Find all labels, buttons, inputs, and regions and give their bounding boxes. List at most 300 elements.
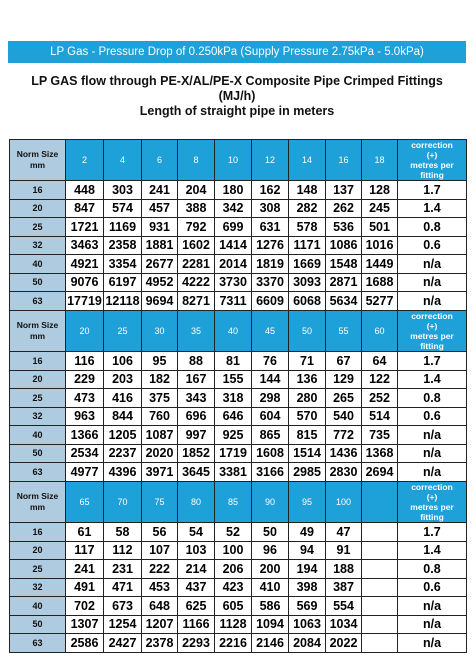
flow-value-cell: 792 [178, 218, 215, 237]
flow-value-cell: 1819 [252, 255, 289, 274]
correction-cell: n/a [398, 444, 467, 463]
flow-value-cell: 1307 [66, 615, 104, 634]
flow-value-cell: 569 [289, 597, 326, 616]
flow-value-cell: 3730 [215, 273, 252, 292]
flow-value-cell: 231 [104, 560, 142, 579]
flow-value-cell: 194 [289, 560, 326, 579]
flow-value-cell: 282 [289, 199, 326, 218]
flow-value-cell: 1721 [66, 218, 104, 237]
flow-value-cell: 203 [104, 370, 142, 389]
norm-size-header-text: mm [29, 160, 46, 170]
flow-value-cell: 554 [326, 597, 362, 616]
table-row [10, 389, 467, 408]
flow-value-cell: 1171 [289, 236, 326, 255]
length-header: 100 [326, 482, 362, 523]
flow-value-cell: 56 [142, 523, 178, 542]
flow-value-cell: 453 [142, 578, 178, 597]
flow-value-cell: 265 [326, 389, 362, 408]
flow-value-cell [362, 597, 398, 616]
flow-value-cell: 2020 [142, 444, 178, 463]
correction-header-text: correction [411, 482, 453, 492]
length-header: 95 [289, 482, 326, 523]
flow-value-cell: 94 [289, 541, 326, 560]
flow-value-cell: 96 [252, 541, 289, 560]
flow-value-cell: 3463 [66, 236, 104, 255]
flow-value-cell: 6609 [252, 292, 289, 311]
norm-size-header-text: Norm Size [16, 149, 59, 159]
flow-value-cell: 6068 [289, 292, 326, 311]
correction-header-text: fitting [420, 341, 444, 351]
flow-value-cell: 241 [142, 181, 178, 200]
flow-value-cell: 1669 [289, 255, 326, 274]
correction-cell: 1.4 [398, 541, 467, 560]
length-header: 6 [142, 140, 178, 181]
correction-header [398, 140, 467, 181]
length-header: 4 [104, 140, 142, 181]
flow-value-cell: 570 [289, 407, 326, 426]
flow-value-cell: 1366 [66, 426, 104, 445]
flow-value-cell: 4396 [104, 463, 142, 482]
length-header [362, 482, 398, 523]
flow-value-cell: 5634 [326, 292, 362, 311]
flow-value-cell: 2378 [142, 634, 178, 653]
flow-value-cell: 925 [215, 426, 252, 445]
flow-value-cell: 188 [326, 560, 362, 579]
length-header: 60 [362, 311, 398, 352]
flow-value-cell: 3370 [252, 273, 289, 292]
length-header: 45 [252, 311, 289, 352]
flow-value-cell: 1087 [142, 426, 178, 445]
table-row [10, 255, 467, 274]
flow-value-cell: 1254 [104, 615, 142, 634]
table-header-row [10, 311, 467, 352]
length-header: 50 [289, 311, 326, 352]
table-row [10, 541, 467, 560]
flow-value-cell: 129 [326, 370, 362, 389]
flow-value-cell: 2871 [326, 273, 362, 292]
flow-value-cell: 1128 [215, 615, 252, 634]
flow-value-cell: 540 [326, 407, 362, 426]
correction-header [398, 311, 467, 352]
flow-value-cell: 815 [289, 426, 326, 445]
flow-value-cell: 49 [289, 523, 326, 542]
flow-value-cell: 117 [66, 541, 104, 560]
flow-value-cell: 137 [326, 181, 362, 200]
length-header: 40 [215, 311, 252, 352]
correction-cell: 1.4 [398, 370, 467, 389]
flow-value-cell: 144 [252, 370, 289, 389]
flow-value-cell: 2586 [66, 634, 104, 653]
flow-value-cell: 448 [66, 181, 104, 200]
table-row [10, 236, 467, 255]
flow-value-cell: 1514 [289, 444, 326, 463]
norm-size-header-text: Norm Size [16, 491, 59, 501]
length-header: 16 [326, 140, 362, 181]
norm-size-cell: 32 [10, 407, 66, 426]
flow-value-cell: 696 [178, 407, 215, 426]
flow-value-cell: 2677 [142, 255, 178, 274]
flow-value-cell: 155 [215, 370, 252, 389]
flow-value-cell [362, 541, 398, 560]
flow-value-cell: 501 [362, 218, 398, 237]
length-header: 10 [215, 140, 252, 181]
flow-value-cell: 303 [104, 181, 142, 200]
correction-cell: n/a [398, 463, 467, 482]
flow-value-cell: 1086 [326, 236, 362, 255]
flow-value-cell: 17719 [66, 292, 104, 311]
flow-table-2 [9, 310, 467, 482]
title-line-3: Length of straight pipe in meters [139, 104, 335, 118]
correction-cell: 1.7 [398, 523, 467, 542]
flow-value-cell: 2534 [66, 444, 104, 463]
table-row [10, 181, 467, 200]
correction-cell: 1.4 [398, 199, 467, 218]
flow-value-cell: 865 [252, 426, 289, 445]
flow-value-cell: 473 [66, 389, 104, 408]
length-header: 12 [252, 140, 289, 181]
flow-value-cell: 3645 [178, 463, 215, 482]
flow-value-cell: 605 [215, 597, 252, 616]
flow-value-cell: 2358 [104, 236, 142, 255]
flow-value-cell: 54 [178, 523, 215, 542]
flow-value-cell: 2022 [326, 634, 362, 653]
correction-header-text: (+) [426, 150, 438, 160]
norm-size-cell: 50 [10, 444, 66, 463]
table-row [10, 523, 467, 542]
flow-value-cell: 167 [178, 370, 215, 389]
norm-size-cell: 25 [10, 389, 66, 408]
correction-header-text: metres per [410, 502, 454, 512]
correction-cell: 0.8 [398, 389, 467, 408]
flow-value-cell: 3354 [104, 255, 142, 274]
flow-value-cell: 847 [66, 199, 104, 218]
flow-value-cell: 963 [66, 407, 104, 426]
flow-value-cell: 2293 [178, 634, 215, 653]
correction-header-text: (+) [426, 492, 438, 502]
length-header: 2 [66, 140, 104, 181]
table-row [10, 634, 467, 653]
correction-header-text: metres per [410, 160, 454, 170]
table-row [10, 218, 467, 237]
title-line-2: (MJ/h) [218, 89, 256, 103]
flow-value-cell: 71 [289, 352, 326, 371]
flow-value-cell: 604 [252, 407, 289, 426]
length-header: 85 [215, 482, 252, 523]
flow-value-cell: 416 [104, 389, 142, 408]
length-header: 80 [178, 482, 215, 523]
norm-size-cell: 32 [10, 578, 66, 597]
flow-value-cell: 471 [104, 578, 142, 597]
flow-value-cell: 3381 [215, 463, 252, 482]
flow-value-cell: 1169 [104, 218, 142, 237]
flow-value-cell: 997 [178, 426, 215, 445]
flow-value-cell: 3166 [252, 463, 289, 482]
flow-value-cell: 578 [289, 218, 326, 237]
flow-value-cell: 58 [104, 523, 142, 542]
flow-table-3 [9, 481, 467, 653]
correction-header-text: (+) [426, 321, 438, 331]
flow-value-cell: 1276 [252, 236, 289, 255]
flow-value-cell: 491 [66, 578, 104, 597]
flow-value-cell: 95 [142, 352, 178, 371]
correction-cell: n/a [398, 292, 467, 311]
flow-value-cell: 2985 [289, 463, 326, 482]
flow-value-cell: 162 [252, 181, 289, 200]
table-row [10, 292, 467, 311]
norm-size-cell: 40 [10, 597, 66, 616]
norm-size-cell: 40 [10, 426, 66, 445]
norm-size-cell: 25 [10, 560, 66, 579]
table-row [10, 370, 467, 389]
table-header-row [10, 140, 467, 181]
norm-size-header-text: Norm Size [16, 320, 59, 330]
flow-value-cell: 410 [252, 578, 289, 597]
flow-value-cell: 91 [326, 541, 362, 560]
correction-cell: n/a [398, 615, 467, 634]
table-row [10, 273, 467, 292]
flow-value-cell: 2694 [362, 463, 398, 482]
flow-value-cell [362, 523, 398, 542]
flow-value-cell: 252 [362, 389, 398, 408]
correction-cell: n/a [398, 426, 467, 445]
flow-value-cell: 4977 [66, 463, 104, 482]
flow-value-cell: 241 [66, 560, 104, 579]
flow-value-cell: 2237 [104, 444, 142, 463]
flow-value-cell: 50 [252, 523, 289, 542]
table-row [10, 615, 467, 634]
flow-value-cell: 103 [178, 541, 215, 560]
title-line-1: LP GAS flow through PE-X/AL/PE-X Composite Pipe Crimped Fittings [31, 74, 443, 88]
table-row [10, 578, 467, 597]
flow-value-cell: 586 [252, 597, 289, 616]
length-header: 8 [178, 140, 215, 181]
flow-table-1 [9, 139, 467, 311]
length-header: 65 [66, 482, 104, 523]
flow-value-cell: 136 [289, 370, 326, 389]
flow-value-cell: 3093 [289, 273, 326, 292]
flow-value-cell: 308 [252, 199, 289, 218]
flow-value-cell: 4921 [66, 255, 104, 274]
flow-value-cell: 1016 [362, 236, 398, 255]
norm-size-header [10, 140, 66, 181]
flow-value-cell: 9076 [66, 273, 104, 292]
length-header: 18 [362, 140, 398, 181]
flow-value-cell: 1094 [252, 615, 289, 634]
flow-value-cell [362, 615, 398, 634]
flow-value-cell: 342 [215, 199, 252, 218]
flow-value-cell: 262 [326, 199, 362, 218]
correction-header-text: fitting [420, 512, 444, 522]
pressure-drop-banner: LP Gas - Pressure Drop of 0.250kPa (Supply Pressure 2.75kPa - 5.0kPa) [8, 41, 466, 63]
norm-size-cell: 16 [10, 352, 66, 371]
flow-value-cell: 88 [178, 352, 215, 371]
flow-value-cell: 67 [326, 352, 362, 371]
table-row [10, 444, 467, 463]
flow-value-cell: 2427 [104, 634, 142, 653]
correction-header-text: correction [411, 140, 453, 150]
flow-value-cell: 1449 [362, 255, 398, 274]
length-header: 30 [142, 311, 178, 352]
flow-value-cell [362, 634, 398, 653]
flow-value-cell: 437 [178, 578, 215, 597]
page-title [0, 74, 474, 119]
correction-header-text: correction [411, 311, 453, 321]
table-row [10, 407, 467, 426]
correction-cell: 1.7 [398, 352, 467, 371]
norm-size-header [10, 482, 66, 523]
flow-value-cell: 222 [142, 560, 178, 579]
flow-value-cell: 245 [362, 199, 398, 218]
length-header: 25 [104, 311, 142, 352]
flow-value-cell: 47 [326, 523, 362, 542]
flow-value-cell: 536 [326, 218, 362, 237]
flow-value-cell: 1368 [362, 444, 398, 463]
flow-value-cell: 180 [215, 181, 252, 200]
flow-value-cell: 1608 [252, 444, 289, 463]
flow-value-cell: 8271 [178, 292, 215, 311]
flow-value-cell: 2830 [326, 463, 362, 482]
correction-cell: n/a [398, 597, 467, 616]
flow-value-cell: 229 [66, 370, 104, 389]
flow-value-cell: 1688 [362, 273, 398, 292]
length-header: 90 [252, 482, 289, 523]
correction-cell: n/a [398, 634, 467, 653]
norm-size-header [10, 311, 66, 352]
flow-value-cell: 398 [289, 578, 326, 597]
flow-value-cell: 931 [142, 218, 178, 237]
correction-cell: n/a [398, 273, 467, 292]
table-header-row [10, 482, 467, 523]
flow-value-cell: 81 [215, 352, 252, 371]
flow-value-cell: 673 [104, 597, 142, 616]
flow-value-cell: 1602 [178, 236, 215, 255]
length-header: 55 [326, 311, 362, 352]
flow-value-cell: 204 [178, 181, 215, 200]
flow-value-cell: 631 [252, 218, 289, 237]
flow-value-cell: 61 [66, 523, 104, 542]
flow-value-cell: 1034 [326, 615, 362, 634]
norm-size-cell: 40 [10, 255, 66, 274]
length-header: 35 [178, 311, 215, 352]
norm-size-cell: 16 [10, 181, 66, 200]
flow-value-cell: 116 [66, 352, 104, 371]
flow-value-cell: 2146 [252, 634, 289, 653]
flow-value-cell: 182 [142, 370, 178, 389]
length-header: 14 [289, 140, 326, 181]
flow-value-cell: 214 [178, 560, 215, 579]
table-row [10, 560, 467, 579]
correction-cell: 0.8 [398, 218, 467, 237]
table-row [10, 463, 467, 482]
flow-value-cell: 375 [142, 389, 178, 408]
correction-header-text: metres per [410, 331, 454, 341]
norm-size-cell: 50 [10, 615, 66, 634]
correction-cell: 0.6 [398, 407, 467, 426]
flow-value-cell: 206 [215, 560, 252, 579]
flow-value-cell: 122 [362, 370, 398, 389]
flow-value-cell: 760 [142, 407, 178, 426]
flow-value-cell: 106 [104, 352, 142, 371]
length-header: 70 [104, 482, 142, 523]
flow-value-cell: 2084 [289, 634, 326, 653]
flow-value-cell: 1436 [326, 444, 362, 463]
norm-size-cell: 16 [10, 523, 66, 542]
norm-size-cell: 50 [10, 273, 66, 292]
flow-value-cell: 64 [362, 352, 398, 371]
flow-value-cell: 735 [362, 426, 398, 445]
flow-value-cell: 1207 [142, 615, 178, 634]
flow-value-cell: 5277 [362, 292, 398, 311]
correction-cell: 0.8 [398, 560, 467, 579]
norm-size-header-text: mm [29, 331, 46, 341]
norm-size-cell: 32 [10, 236, 66, 255]
flow-value-cell: 457 [142, 199, 178, 218]
flow-value-cell [362, 560, 398, 579]
flow-value-cell: 1166 [178, 615, 215, 634]
flow-value-cell: 423 [215, 578, 252, 597]
flow-value-cell: 4222 [178, 273, 215, 292]
flow-value-cell: 343 [178, 389, 215, 408]
flow-value-cell: 280 [289, 389, 326, 408]
flow-value-cell: 76 [252, 352, 289, 371]
flow-value-cell: 128 [362, 181, 398, 200]
flow-value-cell: 772 [326, 426, 362, 445]
length-header: 75 [142, 482, 178, 523]
flow-value-cell: 646 [215, 407, 252, 426]
table-row [10, 426, 467, 445]
norm-size-cell: 20 [10, 541, 66, 560]
flow-value-cell: 4952 [142, 273, 178, 292]
flow-value-cell: 388 [178, 199, 215, 218]
flow-value-cell: 1881 [142, 236, 178, 255]
length-header: 20 [66, 311, 104, 352]
flow-value-cell: 1414 [215, 236, 252, 255]
flow-value-cell: 6197 [104, 273, 142, 292]
norm-size-cell: 63 [10, 292, 66, 311]
flow-value-cell [362, 578, 398, 597]
flow-value-cell: 514 [362, 407, 398, 426]
flow-value-cell: 148 [289, 181, 326, 200]
flow-value-cell: 1205 [104, 426, 142, 445]
flow-value-cell: 844 [104, 407, 142, 426]
correction-cell: 0.6 [398, 236, 467, 255]
norm-size-cell: 20 [10, 370, 66, 389]
flow-value-cell: 52 [215, 523, 252, 542]
flow-value-cell: 2216 [215, 634, 252, 653]
norm-size-cell: 20 [10, 199, 66, 218]
norm-size-cell: 63 [10, 463, 66, 482]
flow-value-cell: 9694 [142, 292, 178, 311]
flow-value-cell: 699 [215, 218, 252, 237]
flow-value-cell: 625 [178, 597, 215, 616]
flow-value-cell: 702 [66, 597, 104, 616]
correction-header [398, 482, 467, 523]
correction-header-text: fitting [420, 170, 444, 180]
table-row [10, 352, 467, 371]
flow-value-cell: 12118 [104, 292, 142, 311]
table-row [10, 597, 467, 616]
flow-value-cell: 1852 [178, 444, 215, 463]
correction-cell: 0.6 [398, 578, 467, 597]
correction-cell: n/a [398, 255, 467, 274]
flow-value-cell: 200 [252, 560, 289, 579]
flow-value-cell: 107 [142, 541, 178, 560]
table-row [10, 199, 467, 218]
flow-value-cell: 298 [252, 389, 289, 408]
flow-value-cell: 2014 [215, 255, 252, 274]
flow-value-cell: 3971 [142, 463, 178, 482]
flow-value-cell: 1063 [289, 615, 326, 634]
